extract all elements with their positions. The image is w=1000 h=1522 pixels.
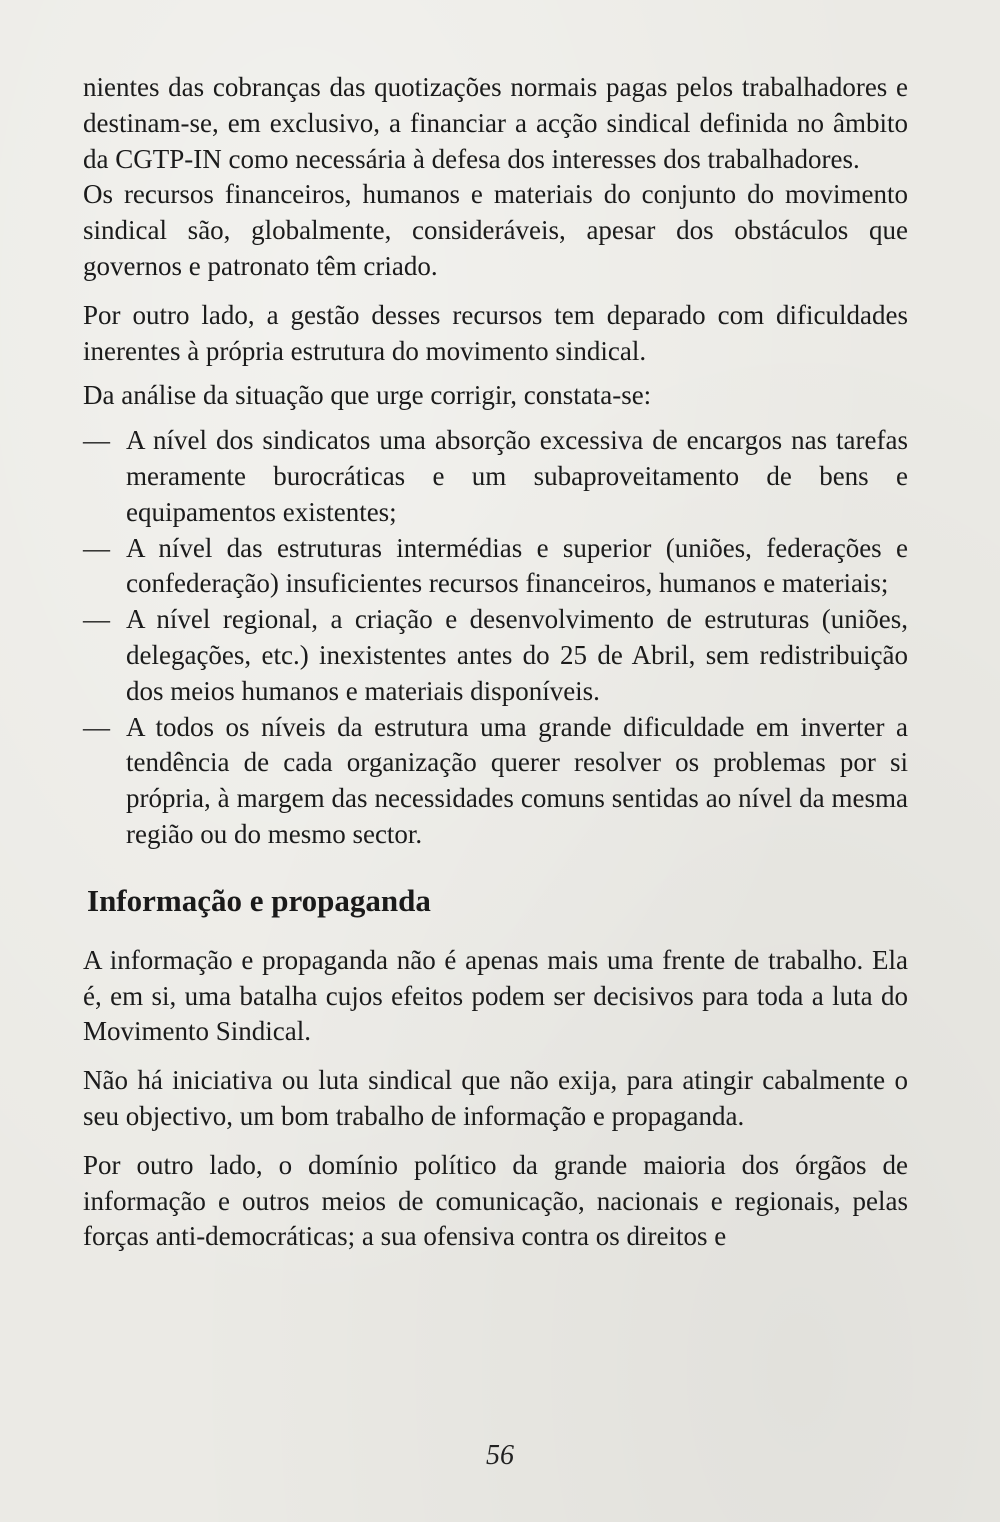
list-item-text: A todos os níveis da estrutura uma grande dificuldade em inverter a tendência de cada organização querer resolver os problemas por si própria, à margem das necessidades comuns sentidas ao nível da mesma região ou do mesmo sector. [126, 711, 908, 849]
section-heading: Informação e propaganda [87, 882, 431, 918]
paragraph-1: nientes das cobranças das quotizações normais pagas pelos trabalhadores e destinam-se, em exclusivo, a financiar a acção sindical definida no âmbito da CGTP-IN como necessária à defesa dos interesses dos trabalhadores. [83, 72, 908, 174]
list-item [83, 423, 908, 530]
list-item [83, 710, 908, 853]
list-item [83, 531, 908, 603]
list-item-text: A nível dos sindicatos uma absorção excessiva de encargos nas tarefas meramente burocráticas e um subaproveitamento de bens e equipamentos existentes; [126, 425, 908, 527]
section-paragraph-1: A informação e propaganda não é apenas mais uma frente de trabalho. Ela é, em si, uma batalha cujos efeitos podem ser decisivos para toda a luta do Movimento Sindical. [83, 944, 908, 1047]
dash-marker: — [83, 711, 110, 742]
dash-marker: — [83, 532, 110, 563]
findings-list [83, 423, 908, 853]
paragraph-3: Por outro lado, a gestão desses recursos tem deparado com dificuldades inerentes à própria estrutura do movimento sindical. [83, 299, 908, 366]
page-number: 56 [486, 1440, 514, 1471]
body-text [83, 70, 908, 1255]
dash-marker: — [83, 425, 110, 456]
dash-marker: — [83, 604, 110, 635]
list-item-text: A nível regional, a criação e desenvolvimento de estruturas (uniões, delegações, etc.) inexistentes antes do 25 de Abril, sem redistribuição dos meios humanos e materiais disponíveis. [126, 604, 908, 706]
paragraph-2: Os recursos financeiros, humanos e materiais do conjunto do movimento sindical são, globalmente, consideráveis, apesar dos obstáculos que governos e patronato têm criado. [83, 179, 908, 281]
section-paragraph-3: Por outro lado, o domínio político da grande maioria dos órgãos de informação e outros meios de comunicação, nacionais e regionais, pelas forças anti-democráticas; a sua ofensiva contra os direitos e [83, 1149, 908, 1252]
section-paragraph-2: Não há iniciativa ou luta sindical que não exija, para atingir cabalmente o seu objectivo, um bom trabalho de informação e propaganda. [83, 1065, 908, 1131]
list-item [83, 602, 908, 709]
paragraph-4: Da análise da situação que urge corrigir, constata-se: [83, 380, 652, 411]
list-item-text: A nível das estruturas intermédias e superior (uniões, federações e confederação) insuficientes recursos financeiros, humanos e materiais; [126, 532, 908, 599]
